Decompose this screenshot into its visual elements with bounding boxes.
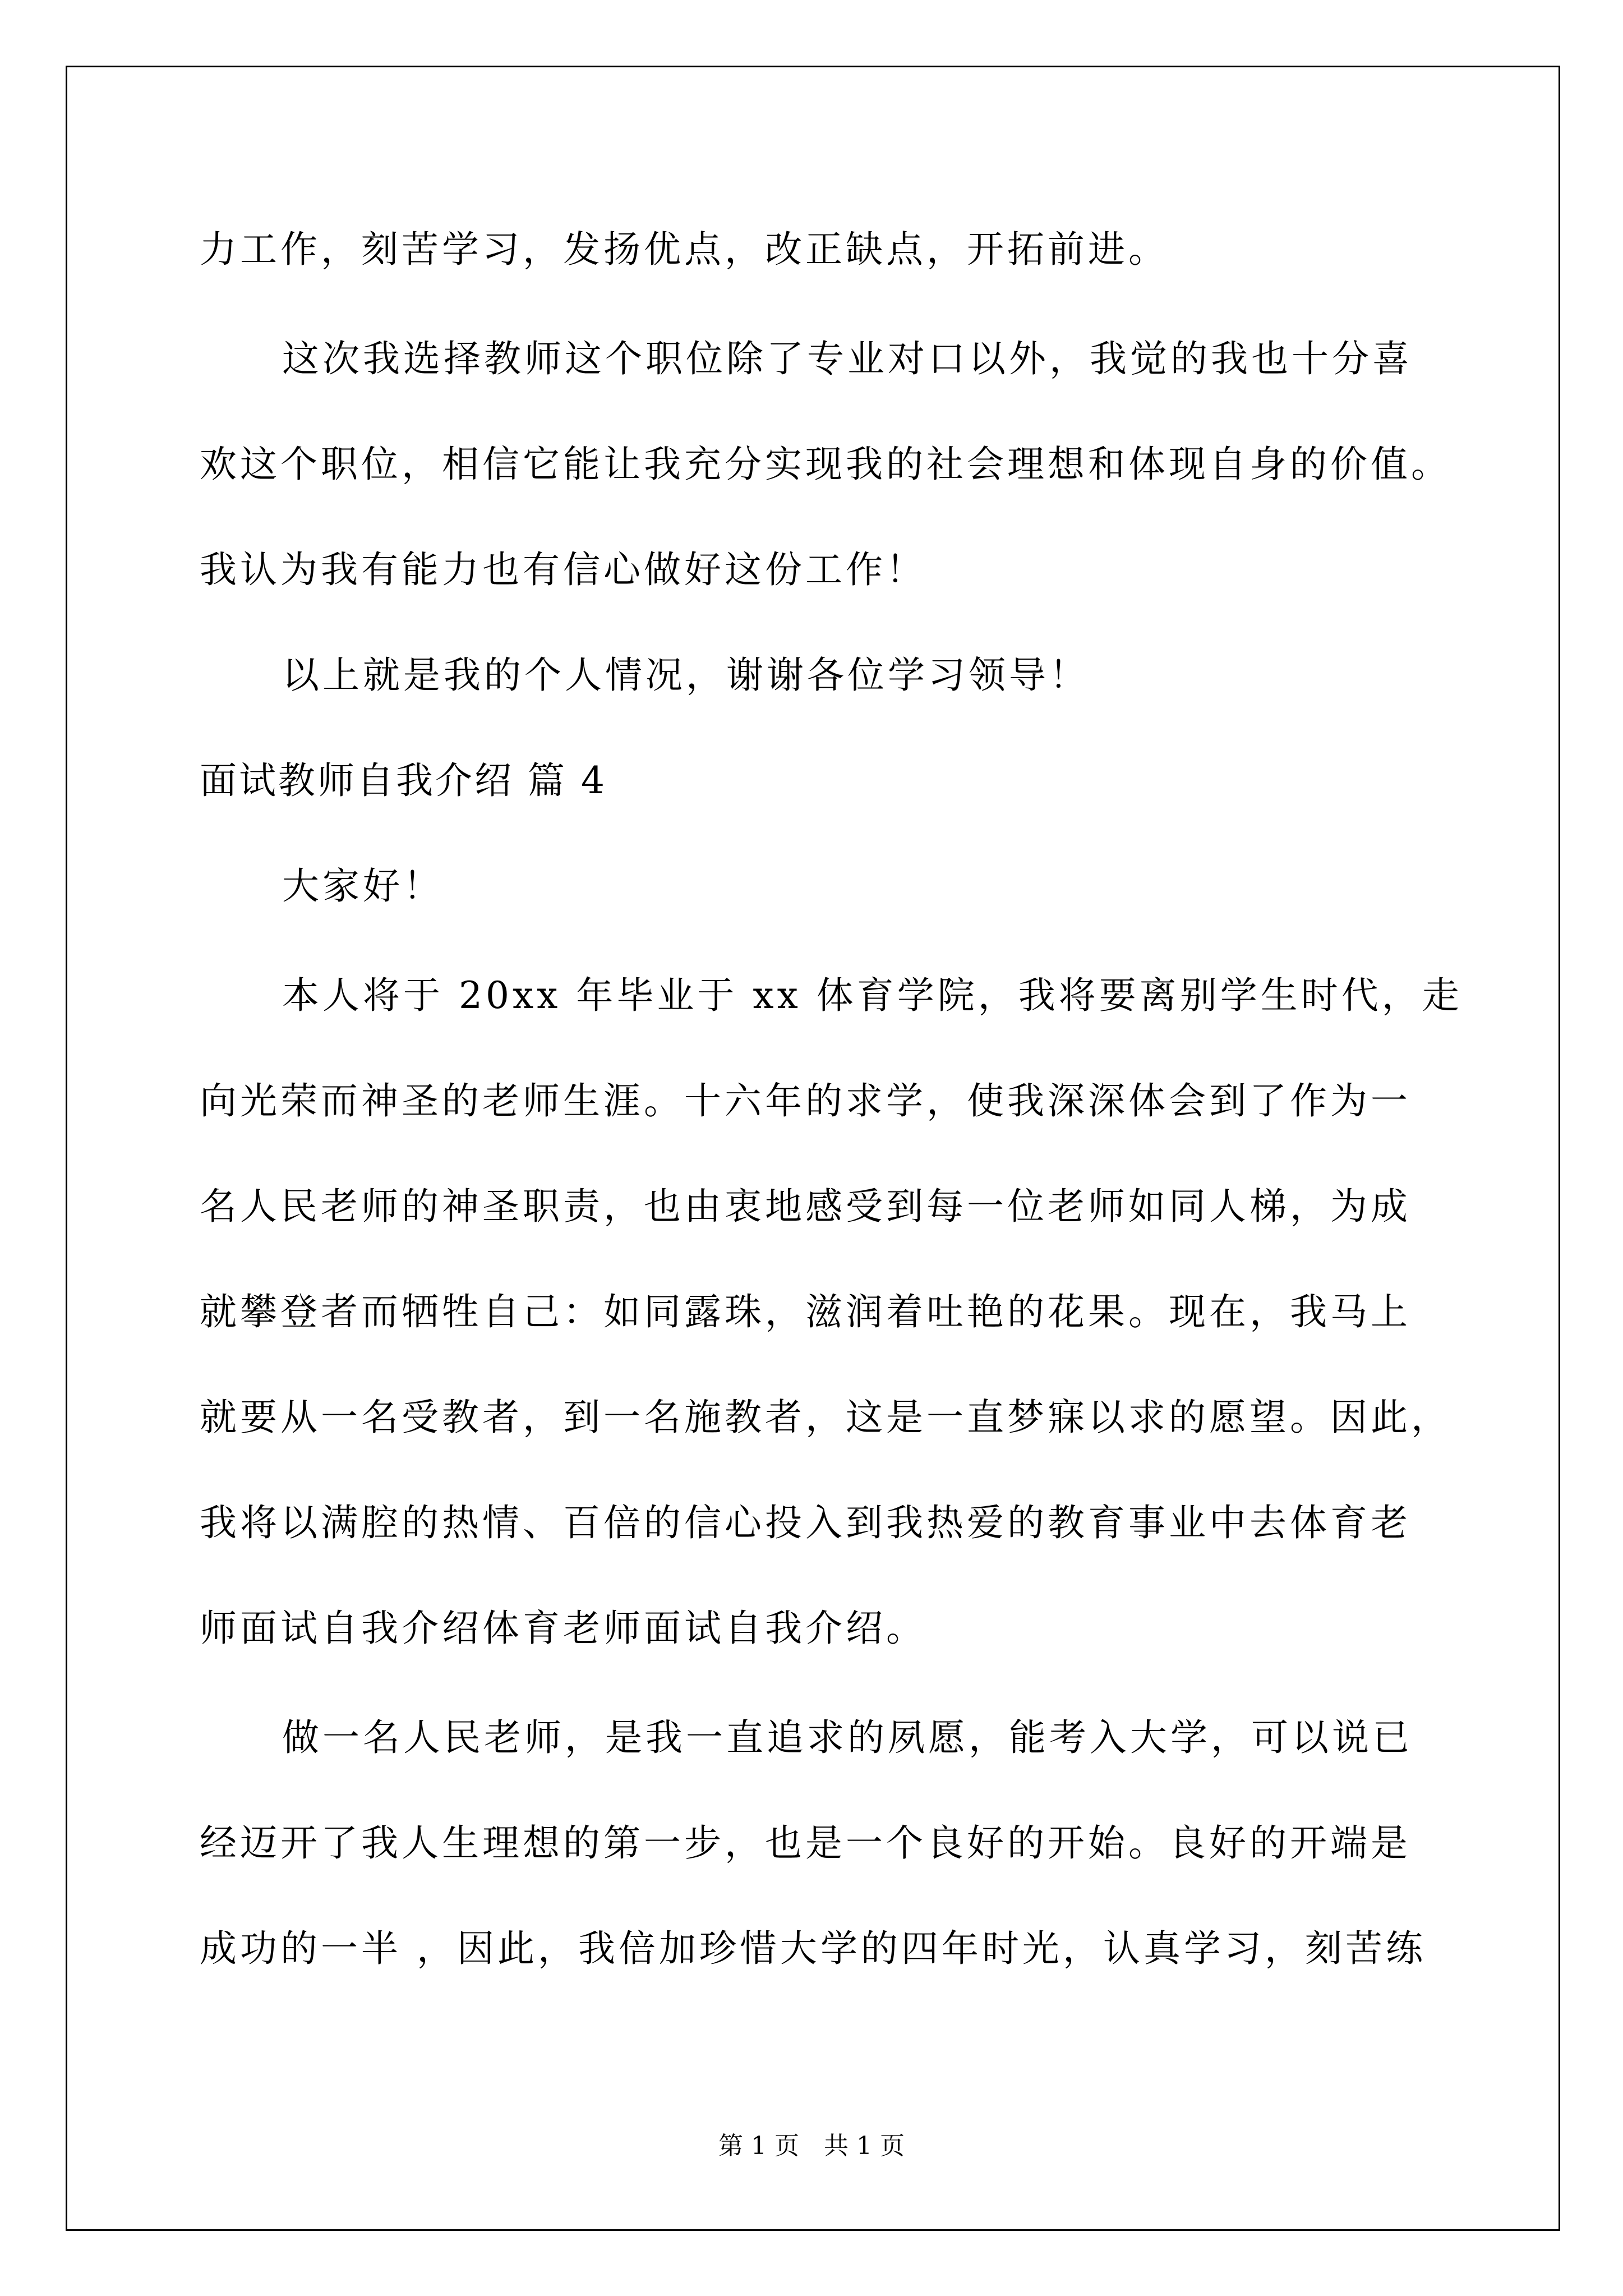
body-line: 师面试自我介绍体育老师面试自我介绍。 <box>200 1607 926 1650</box>
greeting-line: 大家好！ <box>282 864 444 908</box>
body-line: 做一名人民老师，是我一直追求的夙愿，能考入大学，可以说已 <box>282 1716 1413 1759</box>
body-line: 向光荣而神圣的老师生涯。十六年的求学，使我深深体会到了作为一 <box>200 1079 1411 1122</box>
body-line: 力工作，刻苦学习，发扬优点，改正缺点，开拓前进。 <box>200 228 1169 271</box>
body-line: 欢这个职位，相信它能让我充分实现我的社会理想和体现自身的价值。 <box>200 443 1451 486</box>
body-line: 以上就是我的个人情况，谢谢各位学习领导！ <box>282 654 1090 697</box>
page-number-footer: 第 1 页 共 1 页 <box>718 2132 905 2160</box>
body-line: 名人民老师的神圣职责，也由衷地感受到每一位老师如同人梯，为成 <box>200 1185 1411 1228</box>
body-line: 经迈开了我人生理想的第一步，也是一个良好的开始。良好的开端是 <box>200 1821 1411 1865</box>
body-line: 就要从一名受教者，到一名施教者，这是一直梦寐以求的愿望。因此， <box>200 1396 1451 1439</box>
section-heading: 面试教师自我介绍 篇 4 <box>200 759 607 802</box>
body-line: 本人将于 20xx 年毕业于 xx 体育学院，我将要离别学生时代，走 <box>282 974 1463 1017</box>
body-line: 成功的一半 ，因此，我倍加珍惜大学的四年时光，认真学习，刻苦练 <box>200 1927 1426 1970</box>
body-line: 就攀登者而牺牲自己：如同露珠，滋润着吐艳的花果。现在，我马上 <box>200 1290 1411 1333</box>
body-line: 我将以满腔的热情、百倍的信心投入到我热爱的教育事业中去体育老 <box>200 1501 1411 1544</box>
body-line: 这次我选择教师这个职位除了专业对口以外，我觉的我也十分喜 <box>282 337 1413 380</box>
page-border <box>66 66 1560 2231</box>
body-line: 我认为我有能力也有信心做好这份工作！ <box>200 548 926 591</box>
